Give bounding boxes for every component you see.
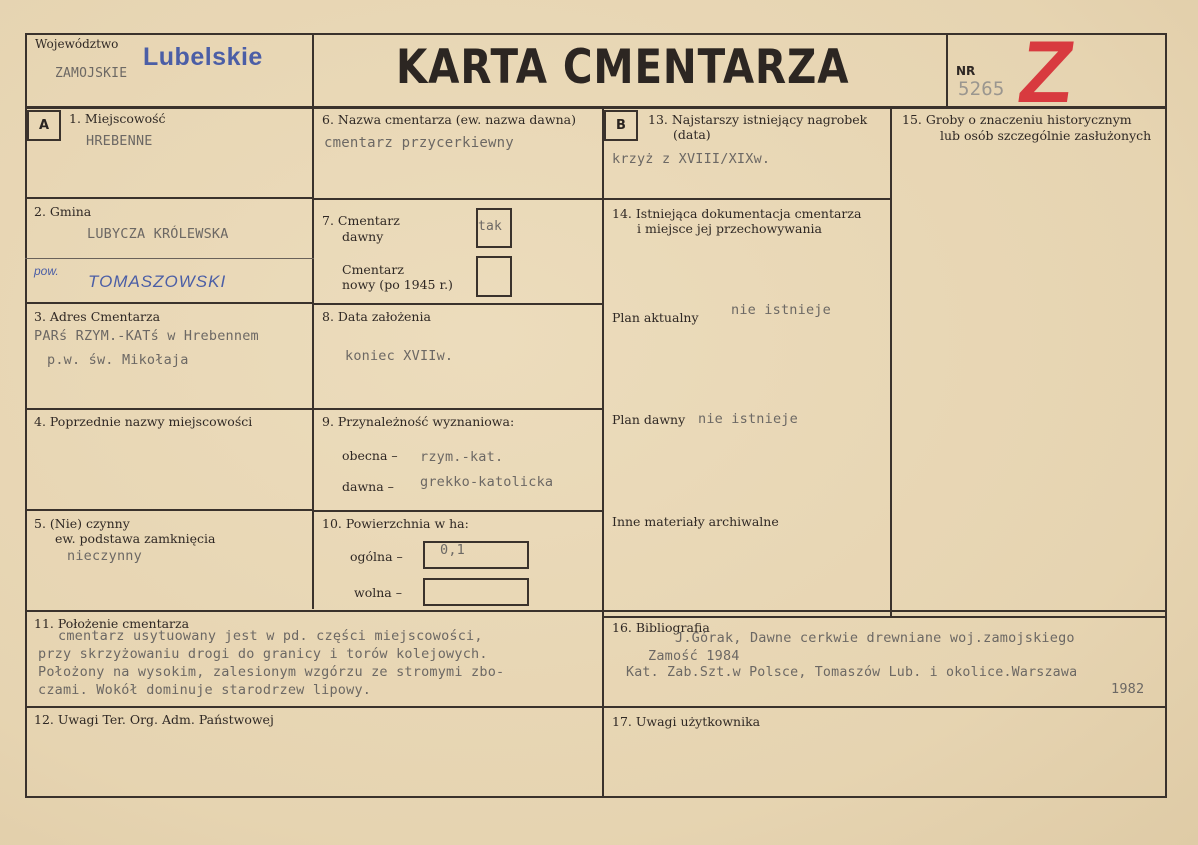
nr-label: NR — [956, 64, 976, 78]
line-c2-1 — [312, 198, 604, 200]
field-9-obecna-value: rzym.-kat. — [420, 449, 504, 465]
field-13-label-1: 13. Najstarszy istniejący nagrobek — [648, 112, 868, 127]
field-11-label: 11. Położenie cmentarza — [34, 616, 190, 631]
field-7b-label-2: nowy (po 1945 r.) — [342, 277, 453, 292]
field-1-value: HREBENNE — [86, 133, 153, 149]
field-11-line4: czami. Wokół dominuje starodrzew lipowy. — [38, 682, 372, 698]
field-5-label-1: 5. (Nie) czynny — [34, 516, 130, 531]
field-15-label-1: 15. Groby o znaczeniu historycznym — [902, 112, 1132, 127]
line-c3-1 — [602, 198, 892, 200]
line-c1-2 — [25, 302, 314, 304]
field-7b-label-1: Cmentarz — [342, 262, 404, 277]
line-c1-4 — [25, 509, 314, 511]
field-6-label: 6. Nazwa cmentarza (ew. nazwa dawna) — [322, 112, 576, 127]
section-b-letter: B — [616, 118, 626, 133]
field-13-value: krzyż z XVIII/XIXw. — [612, 151, 771, 167]
inne-materialy-label: Inne materiały archiwalne — [612, 514, 779, 529]
section-b-box — [604, 110, 638, 141]
section-a-letter: A — [38, 118, 50, 133]
field-16-line3: Kat. Zab.Szt.w Polsce, Tomaszów Lub. i okolice.Warszawa — [626, 665, 1078, 680]
field-10-ogolna-label: ogólna – — [350, 549, 403, 564]
field-7-label-1: 7. Cmentarz — [322, 213, 400, 228]
field-3-line1: PARś RZYM.-KATś w Hrebennem — [34, 328, 259, 344]
plan-dawny-label: Plan dawny — [612, 412, 686, 427]
header-divider-1 — [312, 33, 314, 609]
line-c1-pow — [25, 258, 314, 259]
field-12-label: 12. Uwagi Ter. Org. Adm. Państwowej — [34, 712, 274, 727]
field-7-label-2: dawny — [342, 229, 384, 244]
frame-bottom — [25, 796, 1167, 798]
field-14-label-1: 14. Istniejąca dokumentacja cmentarza — [612, 206, 862, 221]
field-9-dawna-value: grekko-katolicka — [420, 474, 554, 490]
column-divider-3 — [890, 106, 892, 616]
line-lower-mid — [25, 706, 1167, 708]
field-16-line4: 1982 — [1111, 681, 1145, 697]
field-8-value: koniec XVIIw. — [345, 348, 454, 364]
field-13-label-2: (data) — [673, 127, 711, 142]
field-9-obecna-label: obecna – — [342, 448, 398, 463]
red-z-mark: Z — [1013, 22, 1081, 121]
field-1-label: 1. Miejscowość — [69, 111, 166, 126]
field-10-wolna-label: wolna – — [354, 585, 402, 600]
wojewodztwo-label: Województwo — [35, 37, 119, 51]
field-10-ogolna-box — [423, 541, 529, 569]
line-lower-top — [25, 610, 1167, 612]
header-bottom-line — [25, 106, 1167, 109]
field-16-line1: J.Górak, Dawne cerkwie drewniane woj.zamojskiego — [675, 630, 1075, 646]
field-10-label: 10. Powierzchnia w ha: — [322, 516, 469, 531]
line-lower-top-2 — [602, 616, 1167, 618]
field-9-label: 9. Przynależność wyznaniowa: — [322, 414, 515, 429]
field-10-ogolna-value: 0,1 — [440, 542, 465, 558]
line-c1-1 — [25, 197, 314, 199]
field-17-label: 17. Uwagi użytkownika — [612, 714, 761, 729]
field-7-nowy-box — [476, 256, 512, 297]
field-11-line3: Położony na wysokim, zalesionym wzgórzu ze stromymi zbo- — [38, 664, 505, 680]
line-c2-2 — [312, 303, 604, 305]
field-5-label-2: ew. podstawa zamknięcia — [55, 531, 216, 546]
field-11-line1: cmentarz usytuowany jest w pd. części miejscowości, — [58, 628, 483, 644]
field-3-label: 3. Adres Cmentarza — [34, 309, 161, 324]
plan-aktualny-label: Plan aktualny — [612, 310, 699, 325]
frame-top — [25, 33, 1167, 35]
field-16-line2: Zamość 1984 — [648, 648, 740, 664]
field-15-label-2: lub osób szczególnie zasłużonych — [940, 128, 1152, 143]
section-a-box — [27, 110, 61, 141]
field-2-value: LUBYCZA KRÓLEWSKA — [87, 226, 229, 242]
field-5-value: nieczynny — [67, 548, 142, 564]
line-c1-3 — [25, 408, 314, 410]
field-16-label: 16. Bibliografia — [612, 620, 710, 635]
plan-aktualny-value: nie istnieje — [731, 302, 831, 318]
header-divider-2 — [946, 33, 948, 108]
field-6-value: cmentarz przycerkiewny — [324, 135, 514, 151]
field-8-label: 8. Data założenia — [322, 309, 431, 324]
frame-right — [1165, 33, 1167, 798]
line-c2-4 — [312, 510, 604, 512]
field-4-label: 4. Poprzednie nazwy miejscowości — [34, 414, 253, 429]
column-divider-2 — [602, 106, 604, 796]
line-c2-3 — [312, 408, 604, 410]
field-2-label: 2. Gmina — [34, 204, 92, 219]
nr-value: 5265 — [958, 78, 1005, 100]
powiat-value: TOMASZOWSKI — [88, 272, 227, 291]
card-title: KARTA CMENTARZA — [396, 40, 850, 95]
frame-left — [25, 33, 27, 798]
field-11-line2: przy skrzyżowaniu drogi do granicy i torów kolejowych. — [38, 646, 488, 662]
powiat-label: pow. — [34, 264, 59, 278]
field-14-label-2: i miejsce jej przechowywania — [637, 221, 822, 236]
wojewodztwo-stamp: Lubelskie — [143, 43, 263, 71]
field-3-line2: p.w. św. Mikołaja — [47, 352, 189, 368]
field-9-dawna-label: dawna – — [342, 479, 394, 494]
plan-dawny-value: nie istnieje — [698, 411, 798, 427]
field-7-dawny-value: tak — [478, 219, 503, 234]
field-10-wolna-box — [423, 578, 529, 606]
wojewodztwo-typed: ZAMOJSKIE — [55, 66, 128, 81]
